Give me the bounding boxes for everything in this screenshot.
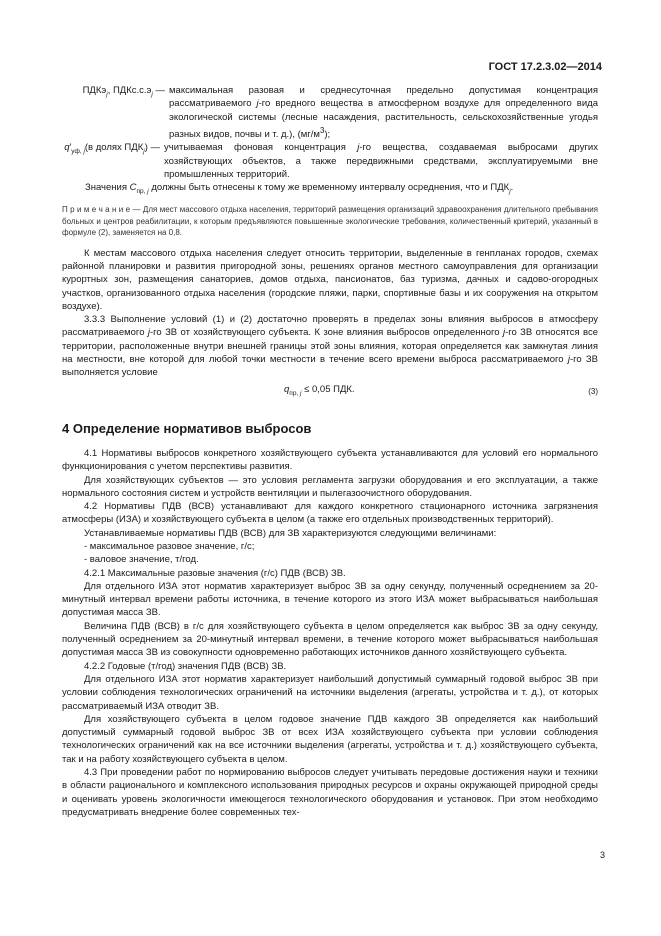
formula-expression: $q_{пр, j} \le 0,05$ ПДК. [284, 383, 355, 397]
section-paragraph: 4.2 Нормативы ПДВ (ВСВ) устанавливают для каждого конкретного стационарного источника загрязнения атмосферы (ИЗА) и хозяйствующего субъекта в целом (а также его отдельных производственных территорий). [62, 501, 598, 526]
formula-number: (3) [588, 386, 598, 396]
page-body [62, 84, 598, 819]
section-paragraph: - валовое значение, т/год. [84, 554, 199, 566]
section-paragraph: Для отдельного ИЗА этот норматив характеризует наибольший допустимый суммарный годовой выброс ЗВ при условии соблюдения технологических ограничений на источники выделения (агрегаты, устройства и т. д.), от которых рассматриваемый ИЗА отводит ЗВ. [62, 673, 598, 712]
section-paragraph: 4.2.1 Максимальные разовые значения (г/с) ПДВ (ВСВ) ЗВ. [84, 567, 346, 579]
section-paragraph: - максимальное разовое значение, г/с; [84, 540, 255, 552]
section-paragraph: Величина ПДВ (ВСВ) в г/с для хозяйствующего субъекта в целом определяется как выброс ЗВ за одну секунду, полученный осреднением за 20-минутный интервал времени, в течение которого может выбрасываться наибольшая допустимая масса ЗВ из совокупности одновременно работающих источников данного хозяйствующего субъекта. [62, 620, 598, 659]
section-paragraph: 4.1 Нормативы выбросов конкретного хозяйствующего субъекта устанавливаются для условий его нормального функционирования с учетом перспективы развития. [62, 447, 598, 473]
note: П р и м е ч а н и е — Для мест массового отдыха населения, территорий размещения организаций здравоохранения длительного пребывания больных и центров реабилитации, к которым предъявляются повышенные экологические требования, количественный критерий, указанный в формуле (2), заменяется на 0,8. [62, 205, 598, 238]
definition-text: максимальная разовая и среднесуточная предельно допустимая концентрация рассматриваемого j-го вредного вещества в атмосферном воздухе для определенного вида экологической системы (лесные насаждения, растительность, сельскохозяйственные угодья разных видов, почвы и т. д.), $(мг/м^3)$; [169, 85, 598, 141]
section-paragraph: Устанавливаемые нормативы ПДВ (ВСВ) для ЗВ характеризуются следующими величинами: [84, 527, 497, 539]
paragraph: К местам массового отдыха населения следует относить территории, выделенные в генпланах городов, схемах районной планировки и развития пригородной зоны, решениях органов местного самоуправления для организации курортных зон, размещения санаториев, домов отдыха, пансионатов, баз туризма, дачных и садово-огородных участков, организованного отдыха населения (городские пляжи, парки, спортивные базы и их сооружения на открытом воздухе). [62, 247, 598, 312]
definitions [62, 84, 598, 198]
definition-symbol: ПДКэ$_j$, $ПДКс.с.э_j$ — [82, 85, 165, 98]
values-note: Значения $С_{пр, j}$ должны быть отнесены к тому же временному интервалу осреднения, что и $ПДК_j$. [85, 182, 514, 196]
section-paragraph: 4.2.2 Годовые (т/год) значения ПДВ (ВСВ) ЗВ. [84, 660, 287, 672]
section-paragraph: Для отдельного ИЗА этот норматив характеризует выброс ЗВ за одну секунду, полученный осреднением за 20-минутный интервал времени работы источника, в течение которого из этого ИЗА может выбрасываться наибольшая допустимая масса ЗВ. [62, 580, 598, 619]
paragraph: 3.3.3 Выполнение условий (1) и (2) достаточно проверять в пределах зоны влияния выбросов в атмосферу рассматриваемого j-го ЗВ от хозяйствующего субъекта. К зоне влияния выбросов определенного j-го ЗВ относятся все территории, расположенные внутри внешней границы этой зоны влияния, которая определяется как замкнутая линия на местности, вне которой для любой точки местности в течение всего времени выброса рассматриваемого j-го ЗВ выполняется условие [62, 314, 598, 379]
section-paragraph: Для хозяйствующего субъекта в целом годовое значение ПДВ каждого ЗВ определяется как наибольший допустимый суммарный годовой выброс ЗВ от всех ИЗА хозяйствующего субъекта при условии соблюдения технологических ограничений как на все источники выделения (агрегаты, устройства и т. д.) хозяйствующего субъекта, так и на работу хозяйствующего субъекта в целом. [62, 713, 598, 765]
definition-background-conc [62, 141, 598, 181]
section-body [62, 447, 598, 819]
section-paragraph: Для хозяйствующих субъектов — это условия регламента загрузки оборудования и его эксплуатации, а также нормального состояния систем и устройств вентиляции и пылегазоочистного оборудования. [62, 474, 598, 499]
page-number: 3 [600, 850, 606, 860]
definition-pdk-eco [62, 84, 598, 141]
formula-3 [62, 380, 598, 400]
definition-text: учитываемая фоновая концентрация j-го вещества, создаваемая выбросами других хозяйствующих объектов, а также передвижными средствами, эксплуатируемыми вне промышленных территорий. [164, 142, 598, 180]
definition-symbol: $q'_{уф, j}(в$ долях $ПДК_j$) — [64, 142, 160, 156]
document-code: ГОСТ 17.2.3.02—2014 [488, 61, 602, 73]
section-heading: 4 Определение нормативов выбросов [62, 420, 312, 436]
section-paragraph: 4.3 При проведении работ по нормированию выбросов следует учитывать передовые достижения науки и техники в области рационального и комплексного использования природных ресурсов и охраны окружающей природной среды и оценивать уровень экологичности имеющегося технологического оборудования и установок. При этом необходимо предусматривать внедрение более современных тех- [62, 767, 598, 818]
